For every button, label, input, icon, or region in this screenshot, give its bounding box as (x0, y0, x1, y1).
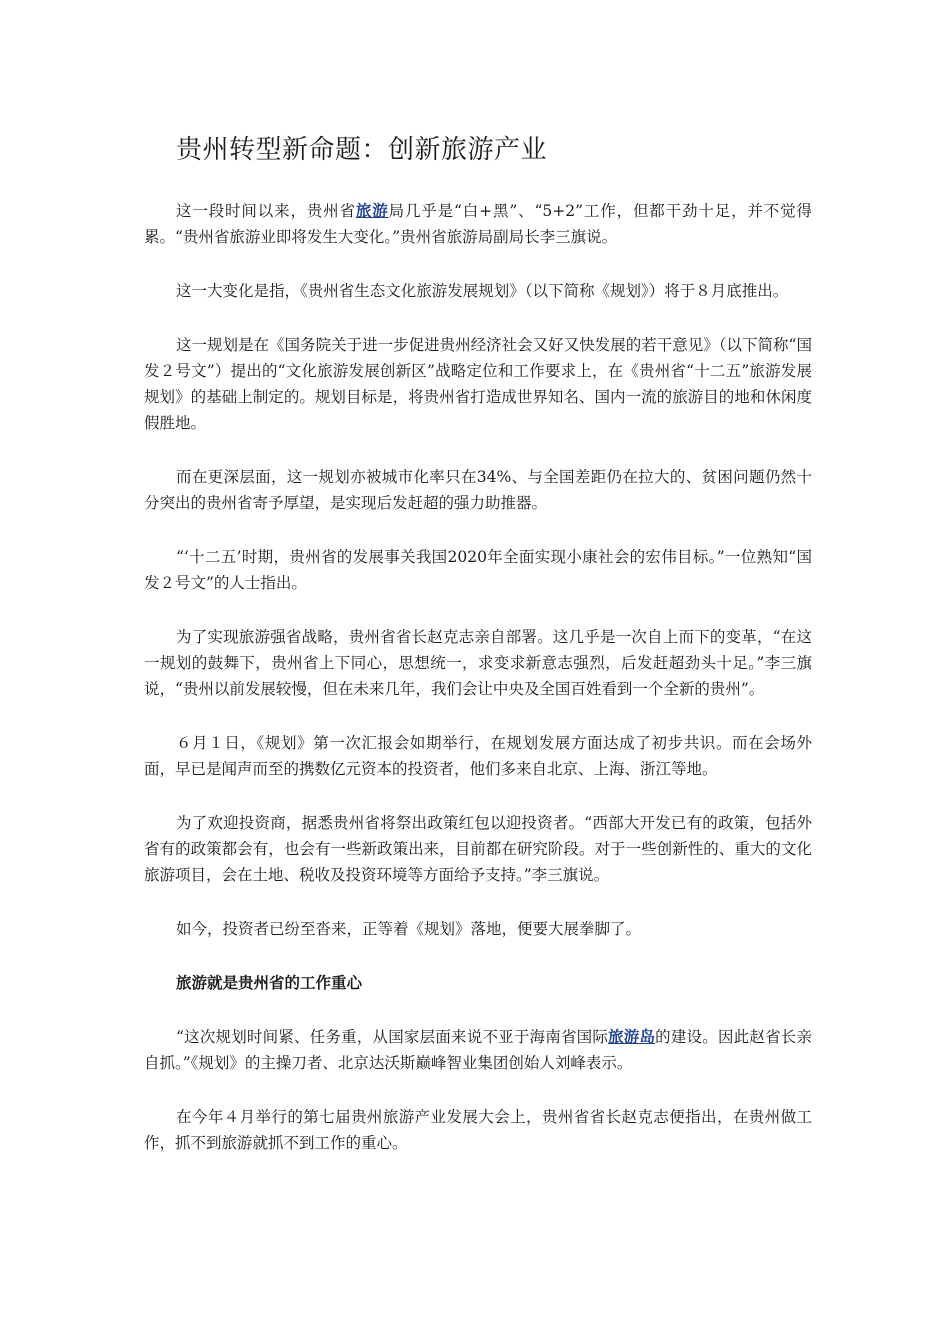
paragraph-10 (144, 1024, 812, 1076)
paragraph-2: 这一大变化是指，《贵州省生态文化旅游发展规划》（以下简称《规划》）将于８月底推出。 (176, 282, 789, 300)
tourism-island-link[interactable]: 旅游岛 (608, 1027, 656, 1046)
document-page (144, 130, 812, 1184)
paragraph-3: 这一规划是在《国务院关于进一步促进贵州经济社会又好又快发展的若干意见》（以下简称“国发２号文”）提出的“文化旅游发展创新区”战略定位和工作要求上，在《贵州省“十二五”旅游发展规划》的基础上制定的。规划目标是，将贵州省打造成世界知名、国内一流的旅游目的地和休闲度假胜地。 (144, 336, 812, 432)
paragraph-7: ６月１日，《规划》第一次汇报会如期举行，在规划发展方面达成了初步共识。而在会场外面，早已是闻声而至的携数亿元资本的投资者，他们多来自北京、上海、浙江等地。 (144, 734, 812, 778)
paragraph-1-text-a: 这一段时间以来，贵州省 (176, 202, 356, 220)
tourism-link[interactable]: 旅游 (355, 201, 389, 220)
paragraph-1 (144, 198, 812, 250)
paragraph-1-text-b: 局几乎是“白+黑”、“5+2”工作，但都干劲十足，并不觉得累。“贵州省旅游业即将发生大变化。”贵州省旅游局副局长李三旗说。 (144, 202, 812, 246)
document-title: 贵州转型新命题：创新旅游产业 (176, 135, 548, 165)
paragraph-6: 为了实现旅游强省战略，贵州省省长赵克志亲自部署。这几乎是一次自上而下的变革，“在这一规划的鼓舞下，贵州省上下同心，思想统一，求变求新意志强烈，后发赶超劲头十足。”李三旗说，“贵州以前发展较慢，但在未来几年，我们会让中央及全国百姓看到一个全新的贵州”。 (144, 628, 812, 698)
paragraph-9: 如今，投资者已纷至沓来，正等着《规划》落地，便要大展拳脚了。 (176, 920, 642, 938)
paragraph-8: 为了欢迎投资商，据悉贵州省将祭出政策红包以迎投资者。“西部大开发已有的政策，包括外省有的政策都会有，也会有一些新政策出来，目前都在研究阶段。对于一些创新性的、重大的文化旅游项目，会在土地、税收及投资环境等方面给予支持。”李三旗说。 (144, 814, 812, 884)
paragraph-10-text-b: 的建设。因此赵省长亲自抓。”《规划》的主操刀者、北京达沃斯巅峰智业集团创始人刘峰表示。 (144, 1028, 812, 1072)
paragraph-11: 在今年４月举行的第七届贵州旅游产业发展大会上，贵州省省长赵克志便指出，在贵州做工作，抓不到旅游就抓不到工作的重心。 (144, 1108, 812, 1152)
paragraph-10-text-a: “这次规划时间紧、任务重，从国家层面来说不亚于海南省国际 (176, 1028, 609, 1046)
paragraph-4: 而在更深层面，这一规划亦被城市化率只在34%、与全国差距仍在拉大的、贫困问题仍然十分突出的贵州省寄予厚望，是实现后发赶超的强力助推器。 (144, 468, 812, 512)
paragraph-5: “‘十二五’时期，贵州省的发展事关我国2020年全面实现小康社会的宏伟目标。”一位熟知“国发２号文”的人士指出。 (144, 548, 812, 592)
section-subheading: 旅游就是贵州省的工作重心 (176, 973, 363, 992)
